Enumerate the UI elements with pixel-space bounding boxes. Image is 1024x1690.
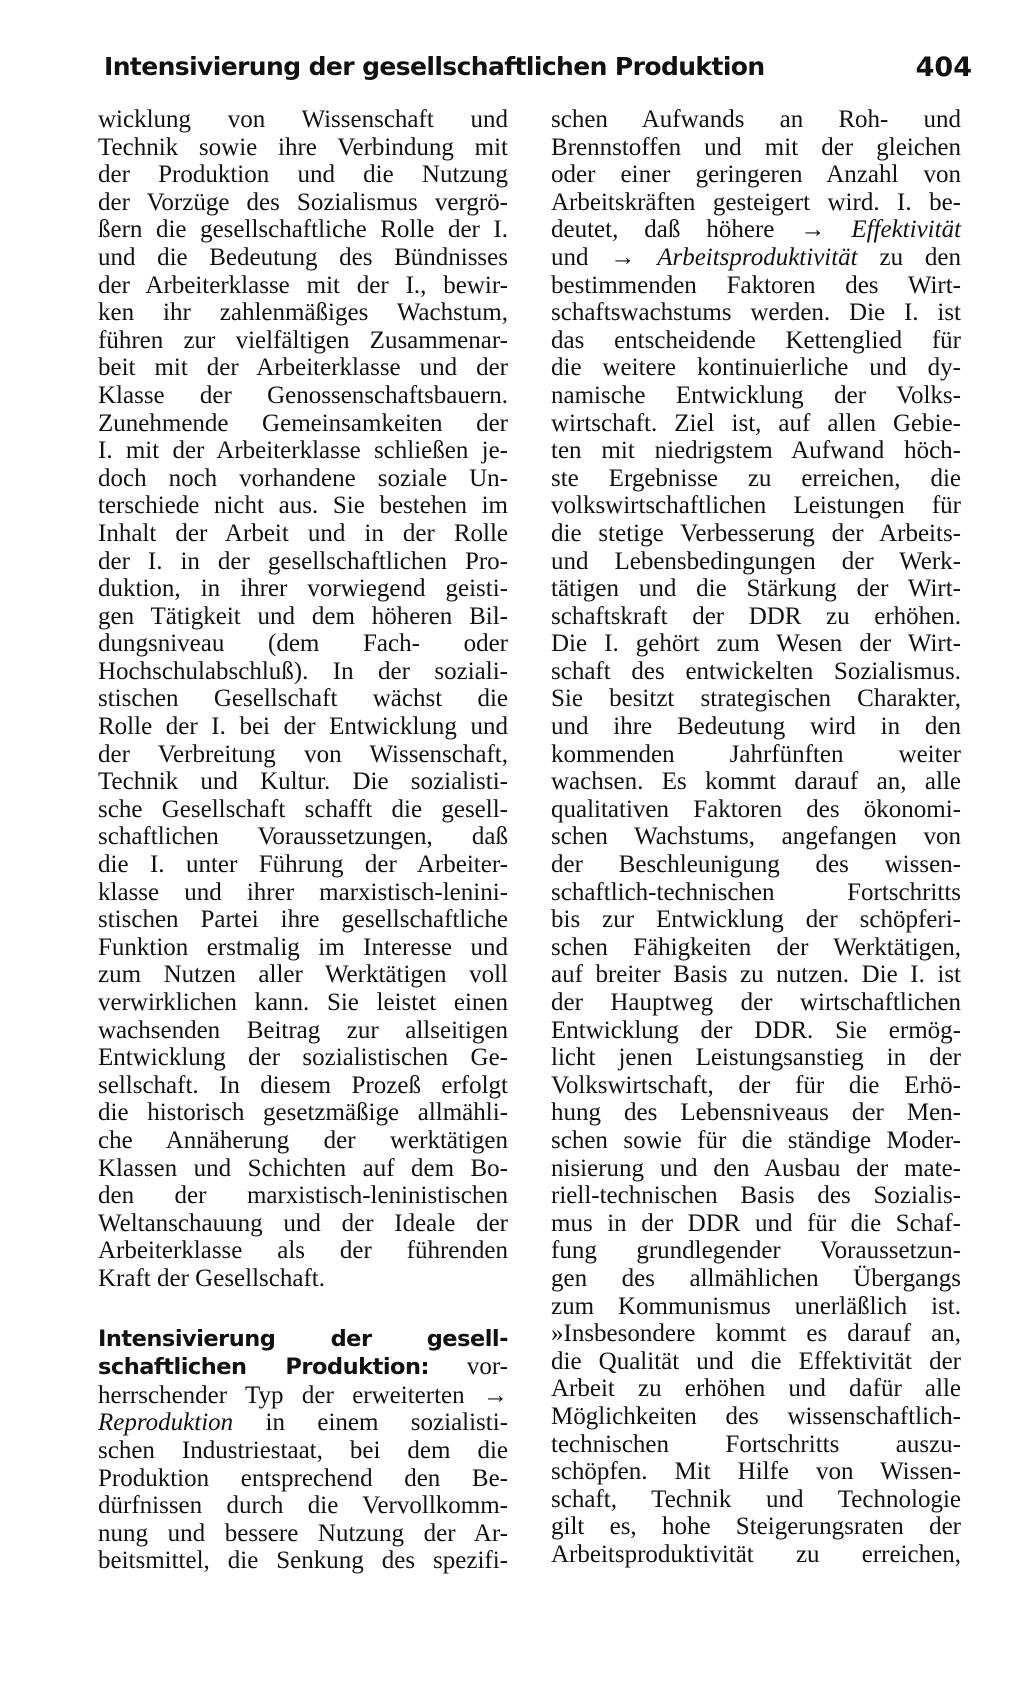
text-line: Die I. gehört zum Wesen der Wirt- (551, 630, 961, 658)
text-line: der Arbeiterklasse mit der I., bewir- (98, 271, 508, 299)
running-title: Intensivierung der gesellschaftlichen Produktion (104, 52, 765, 81)
text-line: das entscheidende Kettenglied für (551, 326, 961, 354)
text-line: die Qualität und die Effektivität der (551, 1347, 961, 1375)
text-line: Hochschulabschluß). In der soziali- (98, 657, 508, 685)
text-line: che Annäherung der werktätigen (98, 1126, 508, 1154)
text-line: ten mit niedrigstem Aufwand höch- (551, 437, 961, 465)
text-line: Funktion erstmalig im Interesse und (98, 933, 508, 961)
text-line: ßern die gesellschaftliche Rolle der I. (98, 216, 508, 244)
text-line: wicklung von Wissenschaft und (98, 106, 508, 133)
text-line: schen sowie für die ständige Moder- (551, 1126, 961, 1154)
page-number: 404 (915, 52, 972, 83)
paragraph-gap (98, 1293, 508, 1325)
text-line: und → Arbeitsproduktivität zu den (551, 243, 962, 271)
text-line: gen Tätigkeit und dem höheren Bil- (98, 602, 508, 630)
text-line: schaftlich-technischen Fortschritts (551, 878, 961, 906)
text-line: sellschaft. In diesem Prozeß erfolgt (98, 1071, 508, 1099)
cross-reference-link[interactable]: Arbeitsproduktivität (657, 243, 858, 271)
text-line: dungsniveau (dem Fach- oder (98, 630, 508, 658)
text-line: verwirklichen kann. Sie leistet einen (98, 989, 508, 1016)
text-line: Klassen und Schichten auf dem Bo- (98, 1154, 508, 1182)
text-line: Rolle der I. bei der Entwicklung und (98, 713, 508, 741)
text-line: Inhalt der Arbeit und in der Rolle (98, 519, 508, 547)
text-line: Klasse der Genossenschaftsbauern. (98, 381, 508, 409)
text-line: oder einer geringeren Anzahl von (551, 161, 961, 189)
text-line: zum Nutzen aller Werktätigen voll (98, 961, 508, 989)
text-line: schen Industriestaat, bei dem die (98, 1436, 508, 1464)
right-column (551, 106, 961, 1568)
text-line: Produktion entsprechend den Be- (98, 1464, 508, 1492)
left-column (98, 106, 508, 1575)
text-line: volkswirtschaftlichen Leistungen für (551, 492, 961, 520)
text-line: kommenden Jahrfünften weiter (551, 740, 961, 768)
text-line: dürfnissen durch die Vervollkomm- (98, 1492, 508, 1520)
cross-reference-arrow: → (483, 1381, 508, 1409)
text-line: gilt es, hohe Steigerungsraten der (551, 1513, 961, 1541)
text-line: und die Bedeutung des Bündnisses (98, 243, 508, 271)
text-line: terschiede nicht aus. Sie bestehen im (98, 492, 508, 520)
text-line: der Hauptweg der wirtschaftlichen (551, 989, 961, 1016)
text-line: bis zur Entwicklung der schöpferi- (551, 906, 961, 934)
text-line: mus in der DDR und für die Schaf- (551, 1209, 961, 1237)
text-line: Arbeit zu erhöhen und dafür alle (551, 1375, 961, 1403)
text-line: Reproduktion in einem sozialisti- (98, 1409, 508, 1437)
cross-reference-arrow: → (800, 216, 826, 244)
text-line: Entwicklung der sozialistischen Ge- (98, 1044, 508, 1072)
entry-heading-line: schaftlichen Produktion: vor- (98, 1353, 508, 1381)
text-line: die weitere kontinuierliche und dy- (551, 354, 961, 382)
text-line: zum Kommunismus unerläßlich ist. (551, 1292, 961, 1320)
text-line: Zunehmende Gemeinsamkeiten der (98, 409, 508, 437)
text-line: den der marxistisch-leninistischen (98, 1182, 508, 1210)
text-line: der I. in der gesellschaftlichen Pro- (98, 547, 508, 575)
text-line: nisierung und den Ausbau der mate- (551, 1154, 961, 1182)
text-line: schen Aufwands an Roh- und (551, 106, 961, 133)
text-line: nung und bessere Nutzung der Ar- (98, 1519, 508, 1547)
text-line: Arbeitsproduktivität zu erreichen, (551, 1540, 961, 1568)
entry-title: schaftlichen Produktion: (98, 1354, 430, 1381)
text-line: riell-technischen Basis des Sozialis- (551, 1182, 961, 1210)
text-line: Kraft der Gesellschaft. (98, 1264, 325, 1292)
text-line: stischen Partei ihre gesellschaftliche (98, 906, 508, 934)
text-line: ken ihr zahlenmäßiges Wachstum, (98, 299, 508, 327)
text-line: Technik und Kultur. Die sozialisti- (98, 768, 508, 796)
text-line: Arbeiterklasse als der führenden (98, 1237, 508, 1265)
text-line: schen Wachstums, angefangen von (551, 823, 961, 851)
text-line: schöpfen. Mit Hilfe von Wissen- (551, 1458, 961, 1486)
text-line: bestimmenden Faktoren des Wirt- (551, 271, 961, 299)
text-line: auf breiter Basis zu nutzen. Die I. ist (551, 961, 961, 989)
cross-reference-link[interactable]: Effektivität (851, 216, 962, 244)
text-line: der Produktion und die Nutzung (98, 161, 508, 189)
text-line: Möglichkeiten des wissenschaftlich- (551, 1402, 961, 1430)
text-line: Sie besitzt strategischen Charakter, (551, 685, 961, 713)
text-line: wachsenden Beitrag zur allseitigen (98, 1016, 508, 1044)
text-line: beit mit der Arbeiterklasse und der (98, 354, 508, 382)
text-line: Technik sowie ihre Verbindung mit (98, 133, 508, 161)
text-line: schaftlichen Voraussetzungen, daß (98, 823, 508, 851)
text-line: der Beschleunigung des wissen- (551, 851, 961, 879)
text-line: schaft, Technik und Technologie (551, 1485, 961, 1513)
cross-reference-link[interactable]: Reproduktion (98, 1409, 234, 1437)
text-line: deutet, daß höhere → Effektivität (551, 216, 962, 244)
text-line: sche Gesellschaft schafft die gesell- (98, 795, 508, 823)
text-line: licht jenen Leistungsanstieg in der (551, 1044, 961, 1072)
text-line: klasse und ihrer marxistisch-lenini- (98, 878, 508, 906)
text-line: schen Fähigkeiten der Werktätigen, (551, 933, 961, 961)
text-line: beitsmittel, die Senkung des spezifi- (98, 1547, 508, 1575)
text-line: die historisch gesetzmäßige allmähli- (98, 1099, 508, 1127)
text-line: fung grundlegender Voraussetzun- (551, 1237, 961, 1265)
text-line: Arbeitskräften gesteigert wird. I. be- (551, 188, 961, 216)
text-line: Volkswirtschaft, der für die Erhö- (551, 1071, 961, 1099)
text-line: duktion, in ihrer vorwiegend geisti- (98, 575, 508, 603)
text-line: und ihre Bedeutung wird in den (551, 713, 961, 741)
text-line: führen zur vielfältigen Zusammenar- (98, 326, 508, 354)
text-line: technischen Fortschritts auszu- (551, 1430, 961, 1458)
text-line: wachsen. Es kommt darauf an, alle (551, 768, 961, 796)
cross-reference-arrow: → (610, 243, 636, 271)
text-line: schaft des entwickelten Sozialismus. (551, 657, 961, 685)
text-line: stischen Gesellschaft wächst die (98, 685, 508, 713)
text-line: qualitativen Faktoren des ökonomi- (551, 795, 961, 823)
text-line: und Lebensbedingungen der Werk- (551, 547, 961, 575)
text-line: der Verbreitung von Wissenschaft, (98, 740, 508, 768)
text-line: schaftswachstums werden. Die I. ist (551, 299, 961, 327)
text-line: Entwicklung der DDR. Sie ermög- (551, 1016, 961, 1044)
text-line: »Insbesondere kommt es darauf an, (551, 1320, 961, 1348)
text-line: herrschender Typ der erweiterten → (98, 1381, 508, 1409)
text-line: die I. unter Führung der Arbeiter- (98, 851, 508, 879)
entry-title: Intensivierung der gesell- (98, 1325, 508, 1352)
text-line: die stetige Verbesserung der Arbeits- (551, 519, 961, 547)
page-header (104, 52, 972, 92)
text-line: gen des allmählichen Übergangs (551, 1264, 961, 1292)
text-line: Weltanschauung und der Ideale der (98, 1209, 508, 1237)
text-line: wirtschaft. Ziel ist, auf allen Gebie- (551, 409, 961, 437)
entry-heading-line (98, 1325, 508, 1354)
text-line: doch noch vorhandene soziale Un- (98, 464, 508, 492)
text-line: hung des Lebensniveaus der Men- (551, 1099, 961, 1127)
text-line: namische Entwicklung der Volks- (551, 381, 961, 409)
text-line: ste Ergebnisse zu erreichen, die (551, 464, 961, 492)
text-line: Brennstoffen und mit der gleichen (551, 133, 961, 161)
text-line: I. mit der Arbeiterklasse schließen je- (98, 437, 508, 465)
text-line: schaftskraft der DDR zu erhöhen. (551, 602, 961, 630)
text-line: der Vorzüge des Sozialismus vergrö- (98, 188, 508, 216)
text-line: tätigen und die Stärkung der Wirt- (551, 575, 961, 603)
